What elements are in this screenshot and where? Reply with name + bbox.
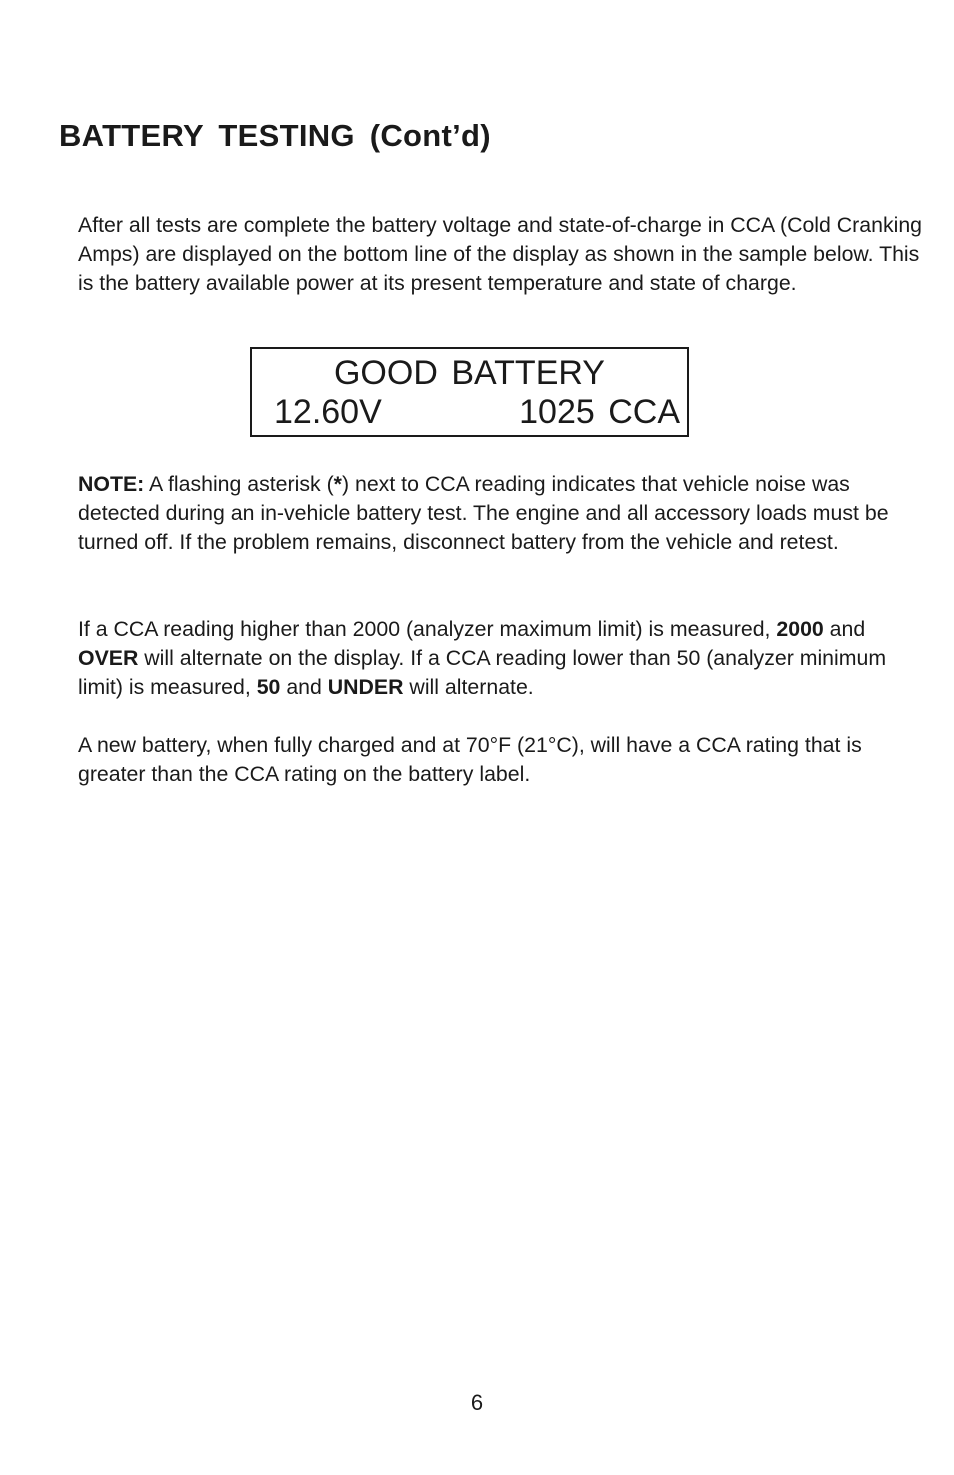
page-number: 6 (470, 1390, 484, 1415)
note-label: NOTE: (78, 472, 145, 496)
note-text-before: A flashing asterisk ( (144, 472, 334, 496)
intro-paragraph: After all tests are complete the battery voltage and state-of-charge in CCA (Cold Cranking Amps) are displayed on the bottom line of the display as shown in the sample below. This is the battery available power at its present temperature and state of charge. (78, 213, 923, 295)
limits-text-5: will alternate. (403, 675, 534, 699)
note-asterisk: * (333, 472, 342, 496)
display-status-line: GOOD BATTERY (333, 354, 605, 392)
page-title: BATTERY TESTING (Cont’d) (59, 118, 491, 153)
note-paragraph (78, 470, 928, 557)
limits-text-3: will alternate on the display. If a CCA reading lower than 50 (analyzer minimum limit) is measured, (78, 646, 887, 699)
limits-paragraph (78, 615, 928, 702)
lcd-display-sample (250, 347, 689, 437)
limits-max-value: 2000 (776, 617, 824, 641)
limits-text-2: and (823, 617, 866, 641)
new-battery-paragraph: A new battery, when fully charged and at 70°F (21°C), will have a CCA rating that is greater than the CCA rating on the battery label. (78, 733, 862, 786)
display-voltage: 12.60V (274, 393, 382, 431)
limits-text-4: and (280, 675, 328, 699)
limits-over-word: OVER (78, 646, 139, 670)
limits-under-word: UNDER (327, 675, 404, 699)
limits-text-1: If a CCA reading higher than 2000 (analyzer maximum limit) is measured, (78, 617, 777, 641)
display-cca: 1025 CCA (519, 393, 680, 431)
note-text-after: ) next to CCA reading indicates that vehicle noise was detected during an in-vehicle battery test. The engine and all accessory loads must be turned off. If the problem remains, disconnect battery from the vehicle and retest. (78, 472, 889, 554)
limits-min-value: 50 (256, 675, 281, 699)
